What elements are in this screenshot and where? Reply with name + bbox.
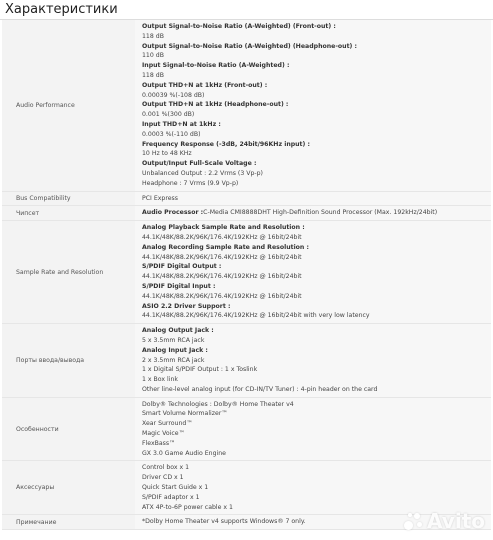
spec-line: 44.1K/48K/88.2K/96K/176.4K/192KHz @ 16bit/24bit: [142, 273, 302, 281]
spec-line-rest: C-Media CMI8888DHT High-Definition Sound Processor (Max. 192kHz/24bit): [203, 209, 438, 217]
spec-line: Analog Recording Sample Rate and Resolution :: [142, 243, 309, 251]
spec-line: 10 Hz to 48 KHz: [142, 150, 192, 158]
spec-value: [135, 221, 491, 324]
spec-row: [2, 397, 491, 461]
spec-label: Bus Compatibility: [2, 191, 135, 206]
page-title: Характеристики: [0, 0, 493, 20]
spec-line: Output Signal-to-Noise Ratio (A-Weighted) (Front-out) :: [142, 23, 336, 30]
spec-line: GX 3.0 Game Audio Engine: [142, 449, 226, 457]
spec-line: 110 dB: [142, 52, 164, 60]
spec-line: ATX 4P-to-6P power cable x 1: [142, 503, 233, 511]
spec-line-lead: Audio Processor :: [142, 209, 204, 217]
spec-line: 118 dB: [142, 71, 164, 79]
spec-value: [135, 397, 491, 461]
spec-value: [135, 206, 491, 221]
spec-row: [2, 191, 491, 206]
spec-label: Порты ввода/вывода: [2, 324, 135, 398]
spec-line: Control box x 1: [142, 464, 190, 472]
spec-label: Примечание: [2, 515, 135, 530]
spec-label: Особенности: [2, 397, 135, 461]
spec-row: [2, 324, 491, 398]
spec-line: Smart Volume Normalizer™: [142, 410, 228, 418]
spec-label: Sample Rate and Resolution: [2, 221, 135, 324]
spec-line: Magic Voice™: [142, 430, 185, 438]
spec-line: 118 dB: [142, 32, 164, 40]
spec-line: Output THD+N at 1kHz (Front-out) :: [142, 81, 268, 89]
spec-line: 0.001 %(300 dB): [142, 111, 195, 119]
spec-label: Чипсет: [2, 206, 135, 221]
spec-line: Output/Input Full-Scale Voltage :: [142, 160, 257, 168]
spec-line: Xear Surround™: [142, 420, 193, 428]
spec-row: [2, 221, 491, 324]
spec-value: [135, 324, 491, 398]
spec-line: 0.00039 %(-108 dB): [142, 91, 205, 99]
spec-label: Audio Performance: [2, 20, 135, 191]
avito-watermark: [404, 509, 485, 533]
spec-line: S/PDIF Digital Output :: [142, 263, 222, 271]
spec-line: Output THD+N at 1kHz (Headphone-out) :: [142, 101, 289, 109]
spec-line: ASIO 2.2 Driver Support :: [142, 302, 231, 310]
spec-row: [2, 20, 491, 191]
spec-line: Driver CD x 1: [142, 474, 184, 482]
spec-line: Unbalanced Output : 2.2 Vrms (3 Vp-p): [142, 169, 263, 177]
spec-line: Quick Start Guide x 1: [142, 484, 209, 492]
spec-line: Input THD+N at 1kHz :: [142, 120, 221, 128]
spec-line: [142, 208, 491, 218]
spec-value: [135, 461, 491, 515]
watermark-text: Avito: [427, 509, 485, 533]
spec-line: S/PDIF Digital Input :: [142, 282, 216, 290]
spec-line: Headphone : 7 Vrms (9.9 Vp-p): [142, 179, 239, 187]
spec-line: Dolby® Technologies : Dolby® Home Theater v4: [142, 400, 294, 408]
spec-line: FlexBass™: [142, 439, 176, 447]
spec-line: 44.1K/48K/88.2K/96K/176.4K/192KHz @ 16bit/24bit with very low latency: [142, 312, 370, 320]
spec-line: Input Signal-to-Noise Ratio (A-Weighted) :: [142, 62, 290, 70]
specs-table: [2, 20, 491, 530]
spec-line: 5 x 3.5mm RCA jack: [142, 336, 205, 344]
spec-line: Analog Output Jack :: [142, 327, 214, 335]
spec-line: Analog Input Jack :: [142, 346, 208, 354]
spec-line: 2 x 3.5mm RCA jack: [142, 356, 205, 364]
spec-line: 1 x Box link: [142, 376, 178, 384]
spec-line: PCI Express: [142, 194, 179, 202]
spec-line: Frequency Response (-3dB, 24bit/96KHz input) :: [142, 140, 310, 148]
spec-line: 44.1K/48K/88.2K/96K/176.4K/192KHz @ 16bit/24bit: [142, 233, 302, 241]
spec-row: [2, 206, 491, 221]
spec-line: Analog Playback Sample Rate and Resolution :: [142, 224, 305, 232]
spec-label: Аксессуары: [2, 461, 135, 515]
spec-line: *Dolby Home Theater v4 supports Windows® 7 only.: [142, 518, 306, 526]
spec-line: 0.0003 %(-110 dB): [142, 130, 201, 138]
spec-line: 44.1K/48K/88.2K/96K/176.4K/192KHz @ 16bit/24bit: [142, 253, 302, 261]
spec-line: Other line-level analog input (for CD-IN/TV Tuner) : 4-pin header on the card: [142, 385, 378, 393]
spec-line: 1 x Digital S/PDIF Output : 1 x Toslink: [142, 366, 258, 374]
spec-row: [2, 461, 491, 515]
spec-value: [135, 20, 491, 191]
spec-line: Output Signal-to-Noise Ratio (A-Weighted) (Headphone-out) :: [142, 42, 357, 50]
avito-dots-icon: [404, 511, 424, 531]
spec-value: [135, 191, 491, 206]
spec-line: S/PDIF adaptor x 1: [142, 493, 200, 501]
spec-line: 44.1K/48K/88.2K/96K/176.4K/192KHz @ 16bit/24bit: [142, 292, 302, 300]
